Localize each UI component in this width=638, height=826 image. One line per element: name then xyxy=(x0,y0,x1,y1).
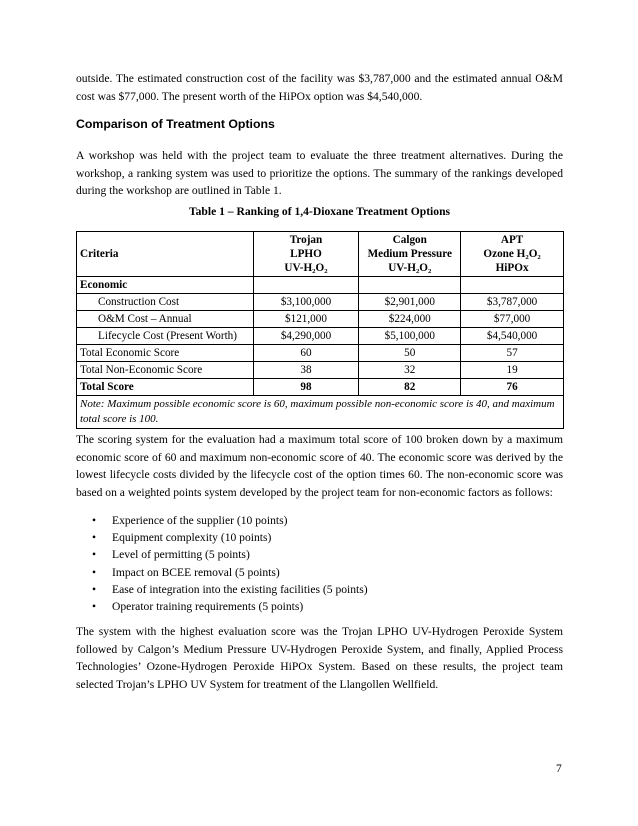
bullet-icon: • xyxy=(92,548,97,562)
bullet-icon: • xyxy=(92,600,97,614)
table-note: Note: Maximum possible economic score is 60, maximum possible non-economic score is 40, and maximum total score is 100. xyxy=(77,396,564,429)
ranking-table xyxy=(76,231,564,429)
table-cell: $3,100,000 xyxy=(253,294,359,311)
list-item-text: Operator training requirements (5 points) xyxy=(112,600,304,614)
list-item xyxy=(92,529,368,546)
table-cell: 76 xyxy=(461,379,564,396)
table-cell: 19 xyxy=(461,362,564,379)
list-item xyxy=(92,598,368,615)
row-label: Total Score xyxy=(77,379,254,396)
section-heading: Comparison of Treatment Options xyxy=(76,117,275,131)
row-label: Total Economic Score xyxy=(77,345,254,362)
column-header-apt xyxy=(461,232,564,277)
list-item xyxy=(92,512,368,529)
bullet-icon: • xyxy=(92,582,97,596)
table-cell: 60 xyxy=(253,345,359,362)
list-item xyxy=(92,564,368,581)
list-item-text: Level of permitting (5 points) xyxy=(112,548,250,562)
table-cell: $4,540,000 xyxy=(461,328,564,345)
bullet-icon: • xyxy=(92,514,97,527)
column-header-line: Ozone H₂O₂ xyxy=(483,248,541,260)
table-row xyxy=(77,345,564,362)
conclusion-paragraph: The system with the highest evaluation score was the Trojan LPHO UV-Hydrogen Peroxide System followed by Calgon’s Medium Pressure UV-Hydrogen Peroxide System, and finally, Applied Process Technologies’ Ozone-Hydrogen Peroxide HiPOx System. Based on these results, the project team selected Trojan’s LPHO UV System for treatment of the Llangollen Wellfield. xyxy=(76,625,563,691)
column-header-line: HiPOx xyxy=(495,262,529,274)
criteria-header: Criteria xyxy=(77,232,254,277)
column-header-line: Calgon xyxy=(392,234,427,246)
column-header-calgon xyxy=(359,232,461,277)
list-item xyxy=(92,581,368,598)
column-header-line: Medium Pressure xyxy=(367,248,452,260)
table-cell: $2,901,000 xyxy=(359,294,461,311)
bullet-icon: • xyxy=(92,531,97,545)
table-cell: 32 xyxy=(359,362,461,379)
column-header-line: Trojan xyxy=(289,234,323,246)
table-cell: $5,100,000 xyxy=(359,328,461,345)
page-number: 7 xyxy=(556,762,562,775)
bullet-icon: • xyxy=(92,565,97,579)
total-score-row xyxy=(77,379,564,396)
row-label: Lifecycle Cost (Present Worth) xyxy=(77,328,254,345)
column-header-line: LPHO xyxy=(290,248,322,260)
table-cell: 50 xyxy=(359,345,461,362)
table-cell: 57 xyxy=(461,345,564,362)
column-header-line: UV-H₂O₂ xyxy=(284,262,328,274)
row-label: Construction Cost xyxy=(77,294,254,311)
workshop-paragraph: A workshop was held with the project team to evaluate the three treatment alternatives. During the workshop, a ranking system was used to prioritize the options. The summary of the rankings developed during the workshop are outlined in Table 1. xyxy=(76,149,563,198)
table-cell xyxy=(461,277,564,294)
table-note-row xyxy=(77,396,564,429)
table-row xyxy=(77,311,564,328)
table-cell: $3,787,000 xyxy=(461,294,564,311)
table-cell xyxy=(253,277,359,294)
list-item-text: Impact on BCEE removal (5 points) xyxy=(112,565,280,579)
column-header-line: UV-H₂O₂ xyxy=(388,262,432,274)
factor-list xyxy=(92,512,368,615)
list-item-text: Ease of integration into the existing facilities (5 points) xyxy=(112,582,368,596)
group-label: Economic xyxy=(77,277,254,294)
list-item-text: Experience of the supplier (10 points) xyxy=(112,514,288,527)
table-cell: 98 xyxy=(253,379,359,396)
table-row xyxy=(77,328,564,345)
row-label: O&M Cost – Annual xyxy=(77,311,254,328)
table-cell: 82 xyxy=(359,379,461,396)
group-row-economic xyxy=(77,277,564,294)
list-item xyxy=(92,546,368,563)
list-item-text: Equipment complexity (10 points) xyxy=(112,531,272,545)
intro-paragraph: outside. The estimated construction cost of the facility was $3,787,000 and the estimated annual O&M cost was $77,000. The present worth of the HiPOx option was $4,540,000. xyxy=(76,72,563,103)
table-cell: $224,000 xyxy=(359,311,461,328)
table-row xyxy=(77,294,564,311)
table-header-row xyxy=(77,232,564,277)
column-header-line: APT xyxy=(500,234,524,246)
table-cell: $121,000 xyxy=(253,311,359,328)
row-label: Total Non-Economic Score xyxy=(77,362,254,379)
scoring-paragraph: The scoring system for the evaluation had a maximum total score of 100 broken down by a maximum economic score of 60 and maximum non-economic score of 40. The economic score was derived by the lowest lifecycle costs divided by the lifecycle cost of the option times 60. The non-economic score was based on a weighted points system developed by the project team for non-economic factors as follows: xyxy=(76,433,563,499)
table-cell: $4,290,000 xyxy=(253,328,359,345)
table-cell: 38 xyxy=(253,362,359,379)
table-cell: $77,000 xyxy=(461,311,564,328)
table-cell xyxy=(359,277,461,294)
table-caption: Table 1 – Ranking of 1,4-Dioxane Treatment Options xyxy=(188,205,451,218)
table-row xyxy=(77,362,564,379)
column-header-trojan xyxy=(253,232,359,277)
